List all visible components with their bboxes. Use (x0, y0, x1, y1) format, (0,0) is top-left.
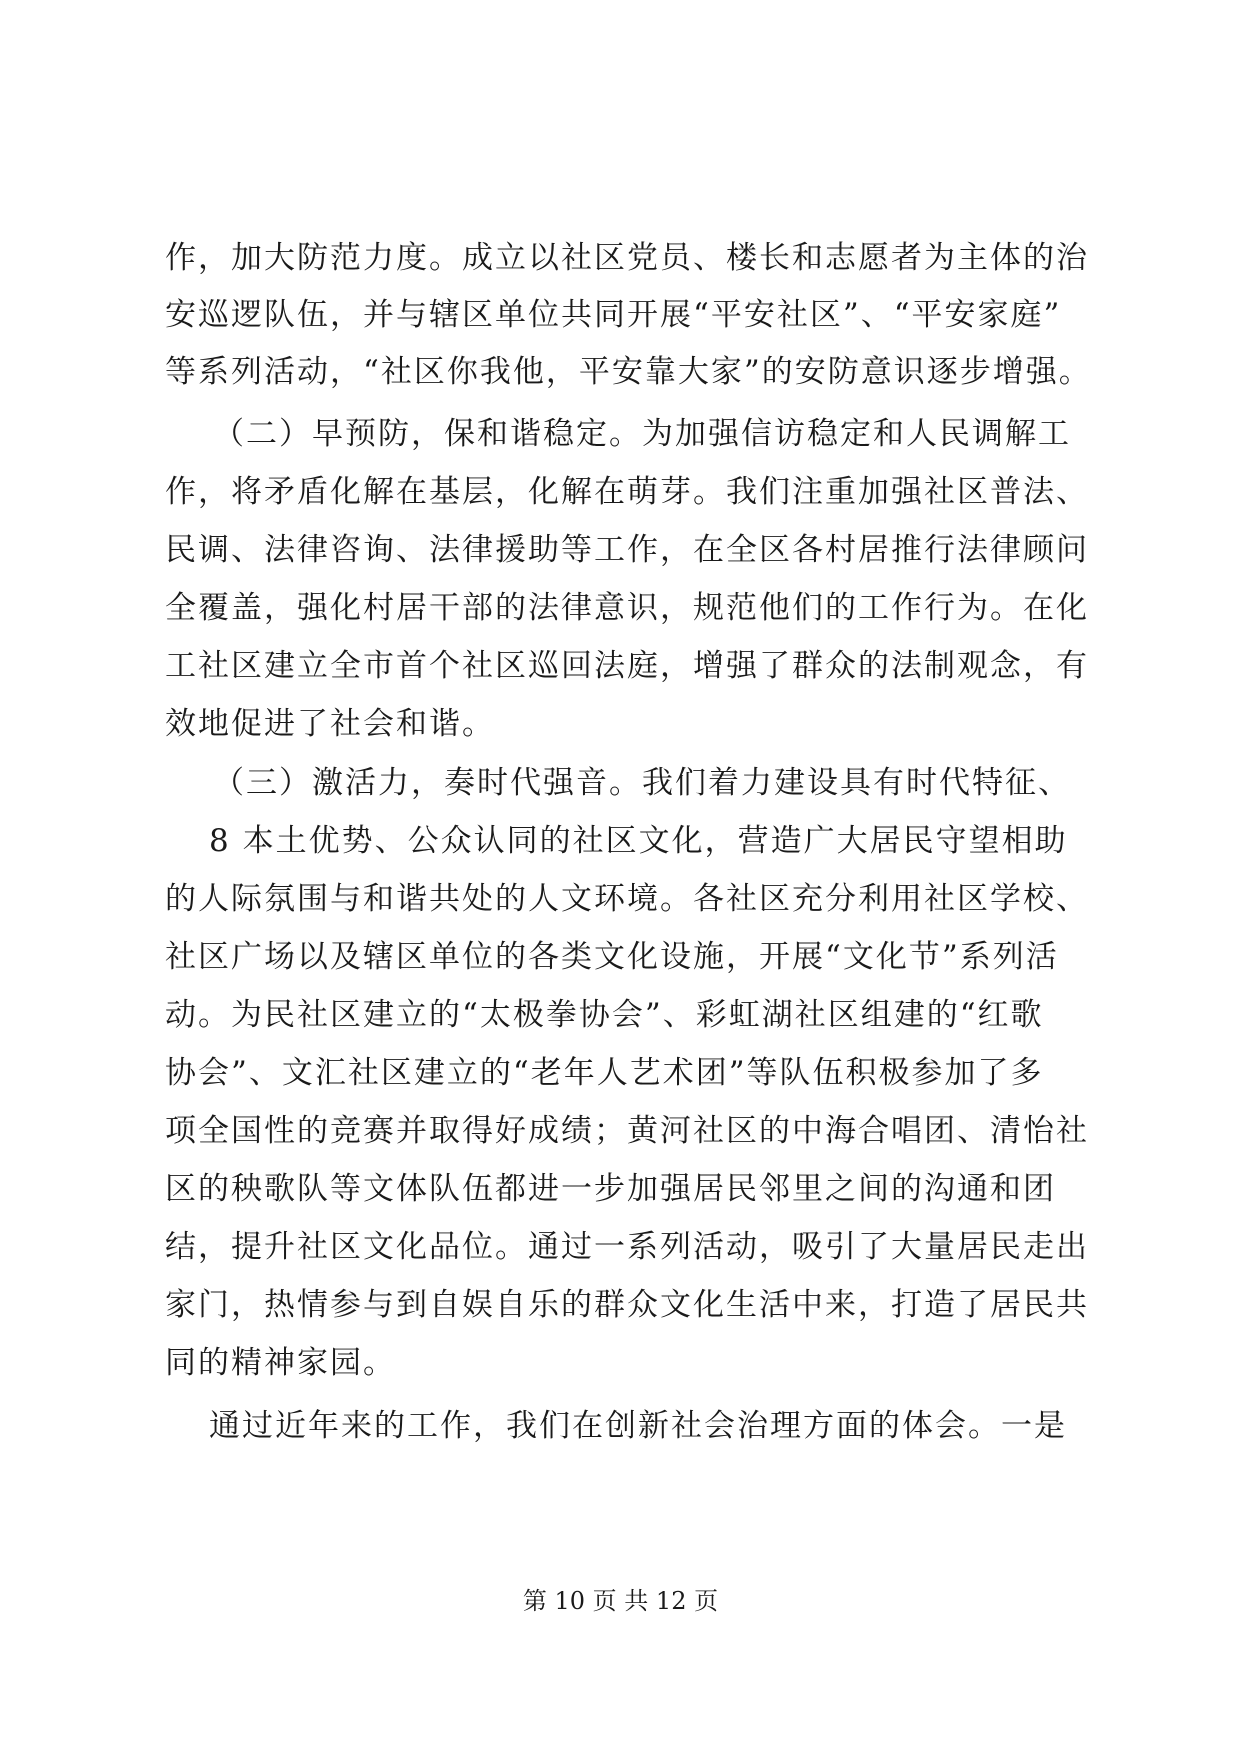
text-line: 动。为民社区建立的“太极拳协会”、彩虹湖社区组建的“红歌 (165, 997, 1044, 1033)
text-line: 8 本土优势、公众认同的社区文化，营造广大居民守望相助 (209, 823, 1068, 859)
text-line: 效地促进了社会和谐。 (165, 706, 495, 742)
text-line: 家门，热情参与到自娱自乐的群众文化生活中来，打造了居民共 (165, 1287, 1089, 1323)
paragraph-two-heading-line: （二）早预防，保和谐稳定。为加强信访稳定和人民调解工 (213, 416, 1071, 452)
page-number-footer: 第 10 页 共 12 页 (522, 1587, 719, 1615)
text-line: 结，提升社区文化品位。通过一系列活动，吸引了大量居民走出 (165, 1229, 1089, 1265)
text-line: 民调、法律咨询、法律援助等工作，在全区各村居推行法律顾问 (165, 532, 1089, 568)
closing-paragraph-line: 通过近年来的工作，我们在创新社会治理方面的体会。一是 (209, 1408, 1067, 1444)
text-line: 的人际氛围与和谐共处的人文环境。各社区充分利用社区学校、 (165, 881, 1089, 917)
text-line: 协会”、文汇社区建立的“老年人艺术团”等队伍积极参加了多 (165, 1055, 1044, 1091)
text-line: 区的秧歌队等文体队伍都进一步加强居民邻里之间的沟通和团 (165, 1171, 1056, 1207)
text-line: 作，将矛盾化解在基层，化解在萌芽。我们注重加强社区普法、 (165, 474, 1089, 510)
text-line: 工社区建立全市首个社区巡回法庭，增强了群众的法制观念，有 (165, 648, 1089, 684)
paragraph-three-heading-line: （三）激活力，奏时代强音。我们着力建设具有时代特征、 (213, 765, 1071, 801)
text-line: 作，加大防范力度。成立以社区党员、楼长和志愿者为主体的治 (165, 240, 1089, 276)
text-line: 同的精神家园。 (165, 1345, 396, 1381)
text-line: 全覆盖，强化村居干部的法律意识，规范他们的工作行为。在化 (165, 590, 1089, 626)
text-line: 社区广场以及辖区单位的各类文化设施，开展“文化节”系列活 (165, 939, 1059, 975)
text-line: 项全国性的竞赛并取得好成绩；黄河社区的中海合唱团、清怡社 (165, 1113, 1089, 1149)
text-line: 等系列活动，“社区你我他，平安靠大家”的安防意识逐步增强。 (165, 354, 1092, 390)
text-line: 安巡逻队伍，并与辖区单位共同开展“平安社区”、“平安家庭” (165, 297, 1062, 333)
